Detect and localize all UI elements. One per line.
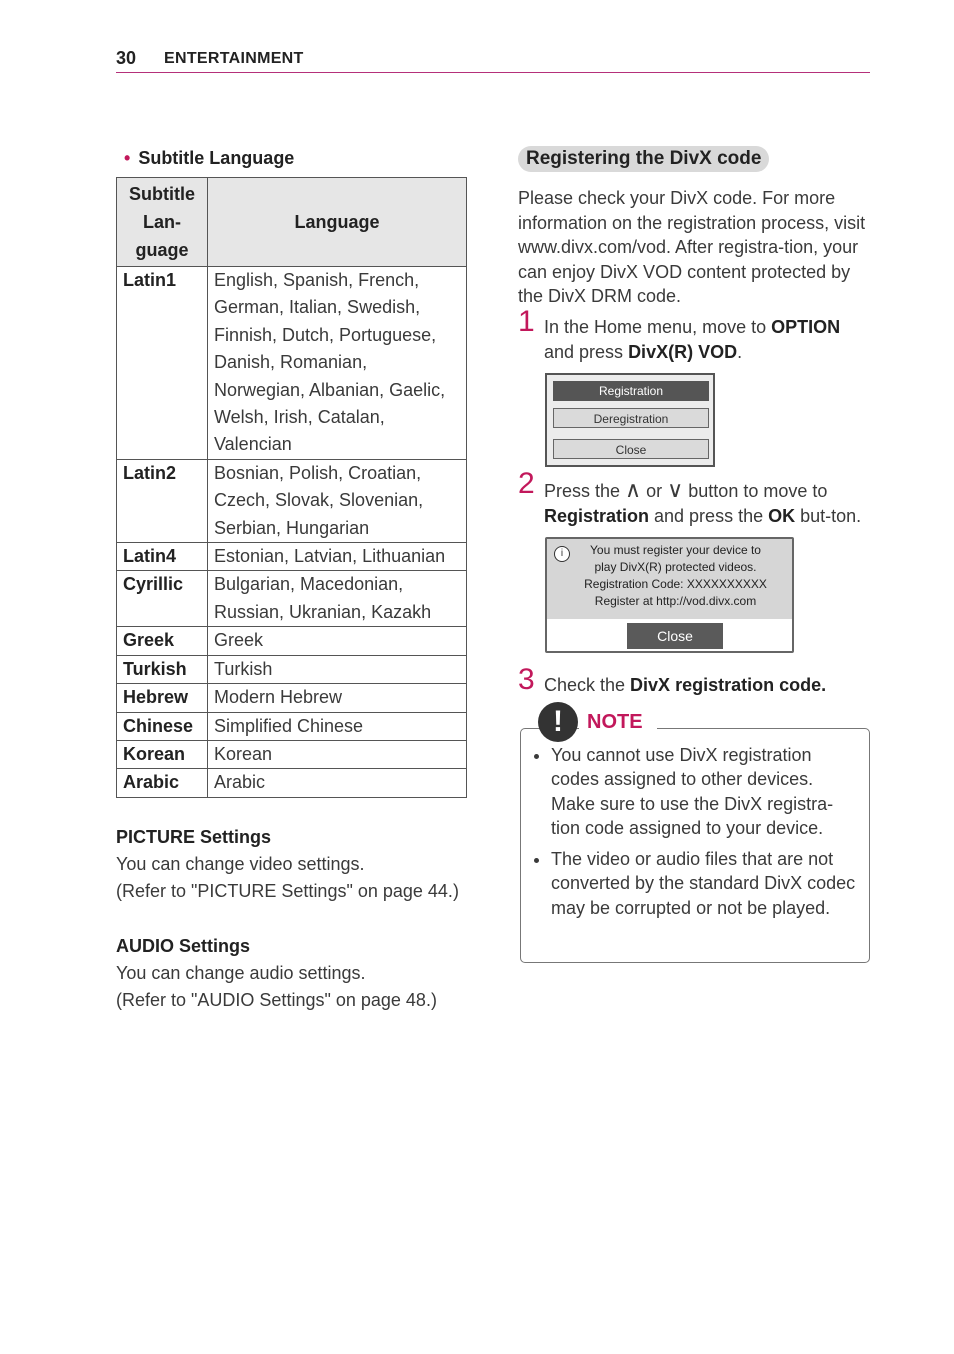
table-cell: Greek — [117, 627, 208, 655]
table-cell: Bulgarian, Macedonian, Russian, Ukranian, Kazakh — [208, 571, 467, 627]
page-header — [116, 46, 870, 73]
dialog-message: You must register your device to play DivX(R) protected videos. Registration Code: XXXXXXXXXX Register at http://vod.divx.com — [584, 542, 767, 608]
table-row — [117, 571, 467, 627]
table-cell: Bosnian, Polish, Croatian, Czech, Slovak, Slovenian, Serbian, Hungarian — [208, 459, 467, 542]
table-header-row — [117, 178, 467, 267]
table-cell: Turkish — [208, 655, 467, 683]
right-column — [518, 146, 870, 948]
table-row — [117, 684, 467, 712]
dialog-message-area — [547, 539, 792, 619]
section-title: Registering the DivX code — [518, 146, 769, 172]
list-item: • The video or audio files that are not converted by the standard DivX codec may be corrupted or not be played. — [551, 847, 857, 921]
table-row — [117, 712, 467, 740]
page-number: 30 — [116, 48, 137, 68]
table-row — [117, 543, 467, 571]
step-number: 2 — [518, 466, 535, 500]
table-cell: Greek — [208, 627, 467, 655]
table-cell: Korean — [208, 740, 467, 768]
left-column — [116, 148, 468, 1042]
note-box — [520, 704, 870, 963]
list-item: • You cannot use DivX registration codes assigned to other devices. Make sure to use the DivX registra-tion code assigned to your device. — [551, 743, 857, 841]
step-2: 2 Press the ∧ or ∨ button to move to Registration and press the OK but-ton. — [518, 466, 862, 526]
note-list — [521, 743, 869, 921]
table-cell: Estonian, Latvian, Lithuanian — [208, 543, 467, 571]
table-cell: Latin2 — [117, 459, 208, 542]
picture-settings-title: PICTURE Settings — [116, 826, 272, 847]
exclamation-icon: ! — [538, 702, 578, 742]
deregistration-button[interactable]: Deregistration — [553, 408, 709, 428]
step-3: 3 Check the DivX registration code. — [518, 662, 827, 696]
audio-settings-title: AUDIO Settings — [116, 935, 251, 956]
note-title: NOTE — [579, 711, 657, 734]
table-row — [117, 769, 467, 797]
table-cell: Modern Hebrew — [208, 684, 467, 712]
subtitle-language-table — [116, 177, 467, 798]
up-arrow-icon: ∧ — [625, 476, 642, 502]
table-cell: Simplified Chinese — [208, 712, 467, 740]
table-cell: Korean — [117, 740, 208, 768]
table-header-subtitle-language: Subtitle Lan-guage — [117, 178, 208, 267]
table-row — [117, 655, 467, 683]
registration-button[interactable]: Registration — [553, 381, 709, 401]
picture-settings-text: You can change video settings. (Refer to "PICTURE Settings" on page 44.) — [116, 853, 459, 901]
subtitle-language-heading: • Subtitle Language — [124, 148, 295, 168]
registration-dialog — [545, 537, 794, 653]
table-cell: Latin4 — [117, 543, 208, 571]
table-cell: Turkish — [117, 655, 208, 683]
step-number: 3 — [518, 662, 535, 696]
menu-close-button[interactable]: Close — [553, 439, 709, 459]
audio-settings-text: You can change audio settings. (Refer to "AUDIO Settings" on page 48.) — [116, 962, 437, 1010]
table-cell: Cyrillic — [117, 571, 208, 627]
table-cell: Arabic — [208, 769, 467, 797]
table-cell: Hebrew — [117, 684, 208, 712]
section-name: ENTERTAINMENT — [164, 50, 304, 67]
info-icon: i — [554, 546, 570, 562]
down-arrow-icon: ∨ — [667, 476, 684, 502]
intro-paragraph: Please check your DivX code. For more information on the registration process, visit www.divx.com/vod. After registra-tion, your can enjoy DivX VOD content protected by the DivX DRM code. — [518, 188, 866, 306]
bullet-icon: • — [124, 148, 131, 168]
table-cell: Arabic — [117, 769, 208, 797]
table-row — [117, 267, 467, 460]
step-1: 1 In the Home menu, move to OPTION and press DivX(R) VOD. — [518, 304, 841, 362]
table-row — [117, 627, 467, 655]
settings-section — [116, 824, 468, 1014]
table-row — [117, 459, 467, 542]
table-header-language: Language — [208, 178, 467, 267]
table-row — [117, 740, 467, 768]
table-cell: Chinese — [117, 712, 208, 740]
table-cell: English, Spanish, French, German, Italian, Swedish, Finnish, Dutch, Portuguese, Danish, Romanian, Norwegian, Albanian, Gaelic, Welsh, Irish, Catalan, Valencian — [208, 267, 467, 460]
dialog-close-button[interactable]: Close — [627, 623, 723, 649]
step-number: 1 — [518, 304, 535, 338]
divx-vod-menu — [545, 373, 715, 467]
table-cell: Latin1 — [117, 267, 208, 460]
